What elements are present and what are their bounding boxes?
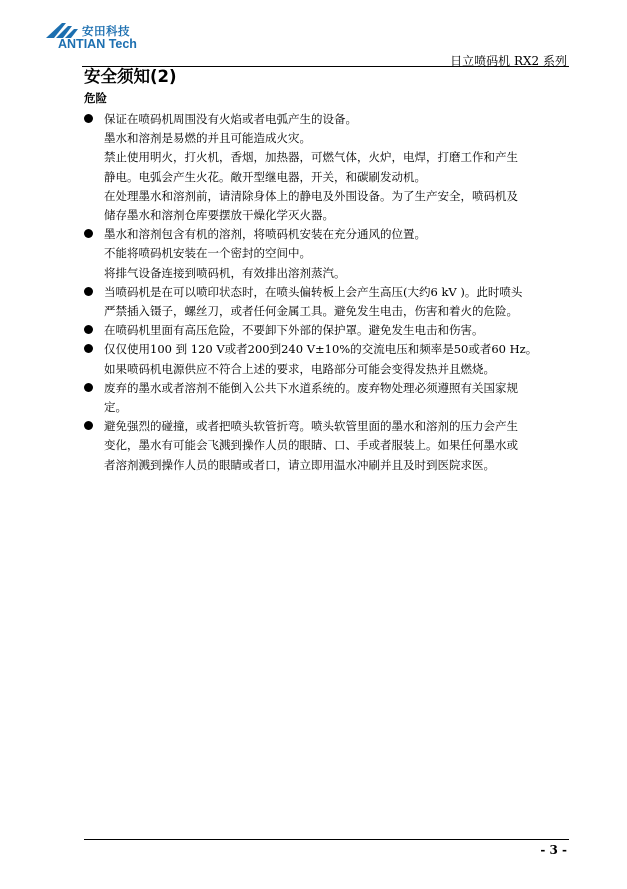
item-line: 如果喷码机电源供应不符合上述的要求，电路部分可能会变得发热并且燃烧。 <box>104 361 495 376</box>
logo-chinese-name: 安田科技 <box>82 24 130 38</box>
page-title: 安全须知(2) <box>84 67 177 86</box>
page-body <box>84 67 574 475</box>
item-line: 严禁插入镊子，螺丝刀，或者任何金属工具。避免发生电击，伤害和着火的危险。 <box>104 304 518 319</box>
item-line: 墨水和溶剂是易燃的并且可能造成火灾。 <box>104 131 311 146</box>
item-line: 不能将喷码机安装在一个密封的空间中。 <box>104 246 311 261</box>
bullet-icon <box>84 421 93 430</box>
item-line: 定。 <box>104 400 127 415</box>
bullet-icon <box>84 287 93 296</box>
danger-heading: 危险 <box>84 91 107 105</box>
item-line: 避免强烈的碰撞，或者把喷头软管折弯。喷头软管里面的墨水和溶剂的压力会产生 <box>104 419 518 434</box>
safety-item <box>84 321 574 340</box>
item-line: 储存墨水和溶剂仓库要摆放干燥化学灭火器。 <box>104 208 334 223</box>
bullet-icon <box>84 325 93 334</box>
safety-item <box>84 417 574 475</box>
safety-list <box>84 110 574 475</box>
footer-rule <box>84 839 569 840</box>
item-line: 将排气设备连接到喷码机，有效排出溶剂蒸汽。 <box>104 265 346 280</box>
item-line: 仅仅使用100 到 120 V或者200到240 V±10%的交流电压和频率是50或者60 Hz。 <box>104 342 538 357</box>
item-line: 当喷码机是在可以喷印状态时，在喷头偏转板上会产生高压(大约6 kV )。此时喷头 <box>104 284 523 299</box>
item-line: 禁止使用明火，打火机，香烟，加热器，可燃气体，火炉，电焊，打磨工作和产生 <box>104 150 518 165</box>
item-line: 变化，墨水有可能会飞溅到操作人员的眼睛、口、手或者服装上。如果任何墨水或 <box>104 438 518 453</box>
item-line: 保证在喷码机周围没有火焰或者电弧产生的设备。 <box>104 112 357 126</box>
safety-item <box>84 110 574 225</box>
item-line: 在处理墨水和溶剂前，请清除身体上的静电及外围设备。为了生产安全，喷码机及 <box>104 188 518 203</box>
safety-item <box>84 283 574 321</box>
safety-item <box>84 340 574 378</box>
safety-item <box>84 225 574 283</box>
logo-english-name: ANTIAN Tech <box>58 37 137 51</box>
item-line: 在喷码机里面有高压危险，不要卸下外部的保护罩。避免发生电击和伤害。 <box>104 323 484 338</box>
safety-item <box>84 379 574 417</box>
page-number: - 3 - <box>540 843 567 857</box>
bullet-icon <box>84 114 93 123</box>
item-line: 废弃的墨水或者溶剂不能倒入公共下水道系统的。废弃物处理必须遵照有关国家规 <box>104 380 518 395</box>
item-line: 静电。电弧会产生火花。敞开型继电器，开关，和碳刷发动机。 <box>104 169 426 184</box>
item-line: 者溶剂溅到操作人员的眼睛或者口，请立即用温水冲刷并且及时到医院求医。 <box>104 457 495 472</box>
running-header: 日立喷码机 RX2 系列 <box>450 54 567 68</box>
item-line: 墨水和溶剂包含有机的溶剂，将喷码机安装在充分通风的位置。 <box>104 227 426 242</box>
bullet-icon <box>84 383 93 392</box>
bullet-icon <box>84 344 93 353</box>
company-logo <box>44 20 144 52</box>
bullet-icon <box>84 229 93 238</box>
